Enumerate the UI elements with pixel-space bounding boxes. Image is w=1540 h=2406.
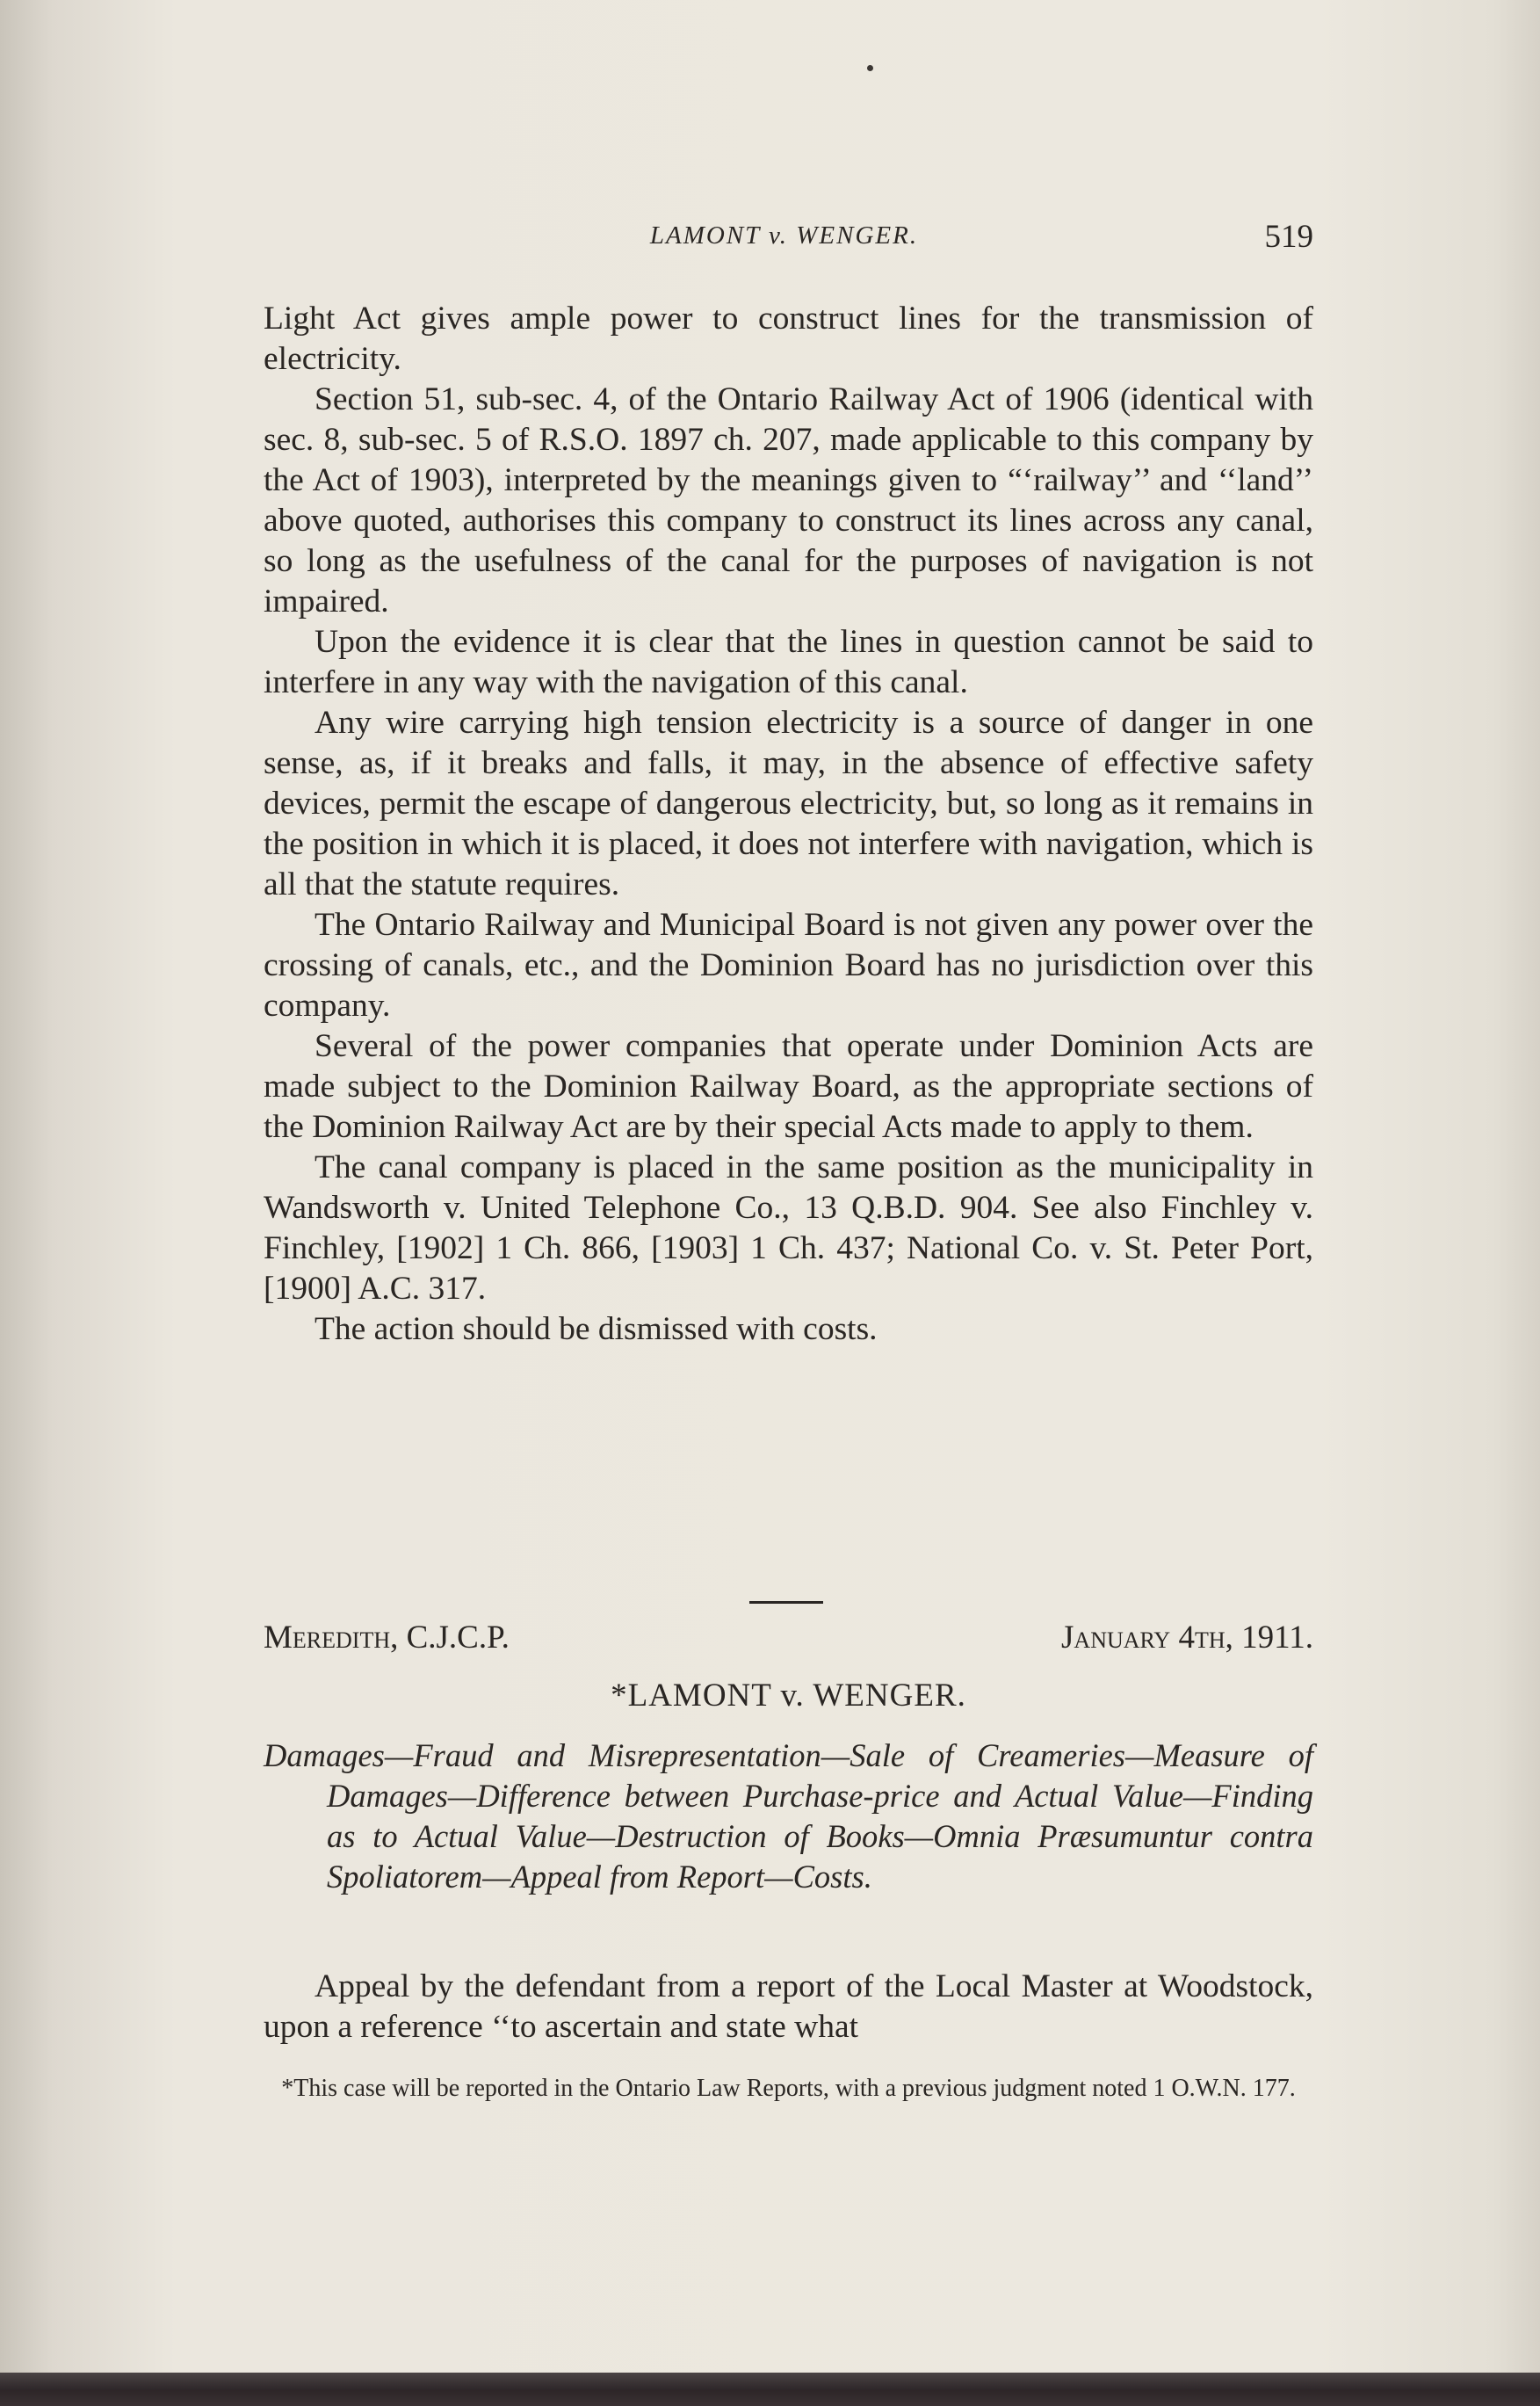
paragraph: The action should be dismissed with costs. (315, 1311, 878, 1347)
running-header (255, 218, 1313, 262)
running-title: LAMONT v. WENGER. (649, 221, 919, 250)
ink-dot (867, 65, 873, 71)
paragraph: Light Act gives ample power to construct lines for the transmission of electricity. (264, 301, 1313, 377)
decision-date: January 4th, 1911. (1061, 1620, 1313, 1656)
page-bottom-edge (0, 2373, 1540, 2406)
paragraph: The canal company is placed in the same position as the municipality in Wandsworth v. United Telephone Co., 13 Q.B.D. 904. See also Finchley v. Finchley, [1902] 1 Ch. 866, [1903] 1 Ch. 437; National Co. v. St. Peter Port, [1900] A.C. 317. (264, 1149, 1313, 1307)
case-title: *LAMONT v. WENGER. (611, 1678, 966, 1714)
paragraph: Section 51, sub-sec. 4, of the Ontario Railway Act of 1906 (identical with sec. 8, sub-sec. 5 of R.S.O. 1897 ch. 207, made applicable to this company by the Act of 1903), interpreted by the meanings given to “‘railway’’ and ‘‘land’’ above quoted, authorises this company to construct its lines across any canal, so long as the usefulness of the canal for the purposes of navigation is not impaired. (264, 381, 1313, 620)
paragraph: Several of the power companies that operate under Dominion Acts are made subject to the Dominion Railway Board, as the appropriate sections of the Dominion Railway Act are by their special Acts made to apply to them. (264, 1028, 1313, 1145)
headnote: Damages—Fraud and Misrepresentation—Sale of Creameries—Measure of Damages—Difference between Purchase-price and Actual Value—Finding as to Actual Value—Destruction of Books—Omnia Præsumuntur contra Spoliatorem—Appeal from Report—Costs. (264, 1737, 1313, 1895)
paragraph: Any wire carrying high tension electricity is a source of danger in one sense, as, if it breaks and falls, it may, in the absence of effective safety devices, permit the escape of dangerous electricity, but, so long as it remains in the position in which it is placed, it does not interfere with navigation, which is all that the statute requires. (264, 705, 1313, 902)
judge-name: Meredith, C.J.C.P. (264, 1620, 510, 1656)
section-divider (749, 1601, 823, 1604)
body-text (264, 299, 1313, 1350)
paragraph: Upon the evidence it is clear that the lines in question cannot be said to interfere in any way with the navigation of this canal. (264, 624, 1313, 700)
paragraph: Appeal by the defendant from a report of the Local Master at Woodstock, upon a reference ‘‘to ascertain and state what (264, 1968, 1313, 2045)
page-number: 519 (1264, 219, 1313, 255)
paragraph: The Ontario Railway and Municipal Board is not given any power over the crossing of canals, etc., and the Dominion Board has no jurisdiction over this company. (264, 907, 1313, 1024)
appeal-text (264, 1967, 1313, 2047)
footnote: *This case will be reported in the Ontario Law Reports, with a previous judgment noted 1 O.W.N. 177. (281, 2075, 1296, 2102)
decision-line (264, 1619, 1313, 1659)
